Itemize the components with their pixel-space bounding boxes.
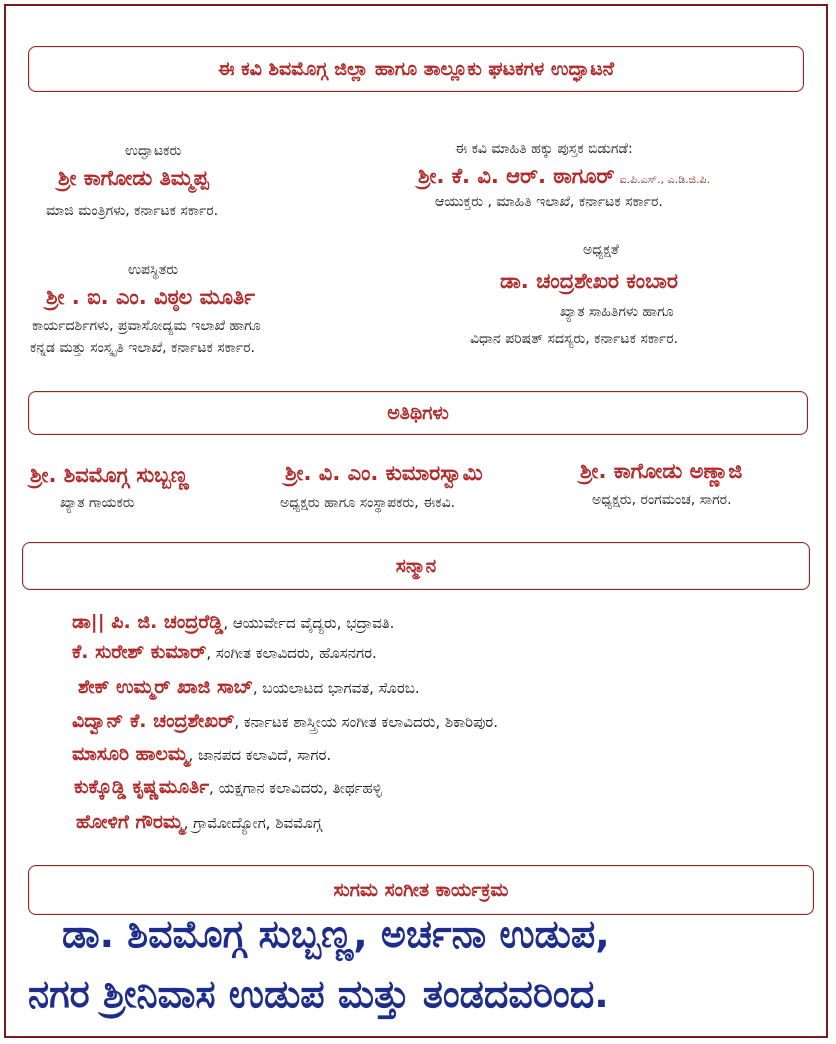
inaugurator-name: ಶ್ರೀ ಕಾಗೋಡು ತಿಮ್ಮಪ್ಪ bbox=[58, 166, 209, 190]
honoree-name: ಮಾಸೂರಿ ಹಾಲಮ್ಮ bbox=[72, 743, 189, 765]
honoree-name: ವಿದ್ವಾನ್ ಕೆ. ಚಂದ್ರಶೇಖರ್ bbox=[72, 710, 235, 732]
book-release-label: ಈ ಕವಿ ಮಾಹಿತಿ ಹಕ್ಕು ಪುಸ್ತಕ ಬಿಡುಗಡೆ: bbox=[455, 141, 633, 157]
present-desc-2: ಕನ್ನಡ ಮತ್ತು ಸಂಸ್ಕೃತಿ ಇಲಾಖೆ, ಕರ್ನಾಟಕ ಸರ್ಕಾರ. bbox=[30, 340, 255, 356]
president-label: ಅಧ್ಯಕ್ಷತೆ bbox=[583, 242, 619, 258]
honoree-desc: , ಆಯುರ್ವೇದ ವೈದ್ಯರು, ಭದ್ರಾವತಿ. bbox=[223, 614, 395, 632]
honoree-row bbox=[74, 776, 382, 798]
guest-2-name: ಶ್ರೀ. ವಿ. ಎಂ. ಕುಮಾರಸ್ವಾಮಿ bbox=[285, 461, 483, 485]
guest-3-desc: ಅಧ್ಯಕ್ಷರು, ರಂಗಮಂಚ, ಸಾಗರ. bbox=[592, 492, 732, 508]
honoree-desc: , ಬಯಲಾಟದ ಭಾಗವತ, ಸೊರಬ. bbox=[252, 679, 420, 697]
present-name: ಶ್ರೀ . ಐ. ಎಂ. ವಿಠ್ಠಲ ಮೂರ್ತಿ bbox=[46, 285, 255, 309]
honoree-row bbox=[76, 811, 322, 833]
honoree-name: ಕೆ. ಸುರೇಶ್ ಕುಮಾರ್ bbox=[72, 641, 207, 663]
honoree-name: ಹೋಳಿಗೆ ಗೌರಮ್ಮ bbox=[76, 811, 184, 833]
honor-banner-title: ಸನ್ಮಾನ bbox=[395, 555, 437, 577]
honoree-desc: , ಸಂಗೀತ ಕಲಾವಿದರು, ಹೊಸನಗರ. bbox=[206, 644, 377, 662]
inaugurator-label: ಉದ್ಘಾಟಕರು bbox=[125, 143, 182, 159]
honoree-row bbox=[78, 676, 420, 698]
honoree-row bbox=[72, 743, 331, 765]
guest-1-desc: ಖ್ಯಾತ ಗಾಯಕರು bbox=[60, 495, 135, 511]
present-desc-1: ಕಾರ್ಯದರ್ಶಿಗಳು, ಪ್ರವಾಸೋದ್ಯಮ ಇಲಾಖೆ ಹಾಗೂ bbox=[32, 318, 261, 334]
music-banner-title: ಸುಗಮ ಸಂಗೀತ ಕಾರ್ಯಕ್ರಮ bbox=[333, 879, 509, 901]
music-banner bbox=[28, 865, 814, 915]
guests-banner bbox=[28, 391, 808, 435]
book-release-name: ಶ್ರೀ. ಕೆ. ವಿ. ಆರ್. ಠಾಗೂರ್ bbox=[418, 164, 615, 188]
header-title: ಈ ಕವಿ ಶಿವಮೊಗ್ಗ ಜಿಲ್ಲಾ ಹಾಗೂ ತಾಲ್ಲೂಕು ಘಟಕಗಳ ಉದ್ಘಾಟನೆ bbox=[218, 58, 614, 80]
honoree-name: ಡಾ|| ಪಿ. ಜಿ. ಚಂದ್ರರೆಡ್ಡಿ bbox=[72, 611, 224, 633]
guest-1-name: ಶ್ರೀ. ಶಿವಮೊಗ್ಗ ಸುಬ್ಬಣ್ಣ bbox=[30, 463, 189, 487]
music-line-2: ನಗರ ಶ್ರೀನಿವಾಸ ಉಡುಪ ಮತ್ತು ತಂಡದವರಿಂದ. bbox=[28, 972, 609, 1016]
honor-banner bbox=[22, 542, 810, 590]
guest-3-name: ಶ್ರೀ. ಕಾಗೋಡು ಅಣ್ಣಾಜಿ bbox=[580, 459, 743, 483]
honoree-desc: , ಕರ್ನಾಟಕ ಶಾಸ್ತ್ರೀಯ ಸಂಗೀತ ಕಲಾವಿದರು, ಶಿಕಾರಿಪುರ. bbox=[234, 713, 498, 731]
honoree-name: ಕುಕ್ಕೊಡ್ಡಿ ಕೃಷ್ಣಮೂರ್ತಿ bbox=[74, 776, 210, 798]
honoree-row bbox=[72, 710, 498, 732]
president-name: ಡಾ. ಚಂದ್ರಶೇಖರ ಕಂಬಾರ bbox=[500, 269, 678, 293]
honoree-desc: , ಜಾನಪದ ಕಲಾವಿದೆ, ಸಾಗರ. bbox=[188, 746, 332, 764]
present-label: ಉಪಸ್ಥಿತರು bbox=[128, 262, 179, 278]
music-line-1: ಡಾ. ಶಿವಮೊಗ್ಗ ಸುಬ್ಬಣ್ಣ, ಅರ್ಚನಾ ಉಡುಪ, bbox=[62, 912, 610, 956]
honoree-name: ಶೇಕ್ ಉಮ್ಮರ್ ಖಾಜಿ ಸಾಬ್ bbox=[78, 676, 253, 698]
inaugurator-desc: ಮಾಜಿ ಮಂತ್ರಿಗಳು, ಕರ್ನಾಟಕ ಸರ್ಕಾರ. bbox=[46, 203, 219, 219]
guest-2-desc: ಅಧ್ಯಕ್ಷರು ಹಾಗೂ ಸಂಸ್ಥಾಪಕರು, ಈಕವಿ. bbox=[280, 495, 456, 511]
book-release-suffix: ಐ.ಪಿ.ಎಸ್., ಎ.ಡಿ.ಜಿ.ಪಿ. bbox=[619, 173, 711, 186]
header-banner bbox=[28, 46, 804, 92]
honoree-desc: , ಗ್ರಾಮೋದ್ಯೋಗ, ಶಿವಮೊಗ್ಗ bbox=[183, 814, 322, 832]
book-release-name-row bbox=[418, 164, 710, 189]
honoree-row bbox=[72, 611, 394, 633]
president-desc-2: ವಿಧಾನ ಪರಿಷತ್ ಸದಸ್ಯರು, ಕರ್ನಾಟಕ ಸರ್ಕಾರ. bbox=[470, 331, 679, 347]
president-desc-1: ಖ್ಯಾತ ಸಾಹಿತಿಗಳು ಹಾಗೂ bbox=[560, 304, 674, 320]
honoree-row bbox=[72, 641, 377, 663]
honoree-desc: , ಯಕ್ಷಗಾನ ಕಲಾವಿದರು, ತೀರ್ಥಹಳ್ಳಿ bbox=[209, 779, 382, 797]
guests-banner-title: ಅತಿಥಿಗಳು bbox=[387, 402, 449, 424]
book-release-desc: ಆಯುಕ್ತರು , ಮಾಹಿತಿ ಇಲಾಖೆ, ಕರ್ನಾಟಕ ಸರ್ಕಾರ. bbox=[435, 194, 663, 210]
